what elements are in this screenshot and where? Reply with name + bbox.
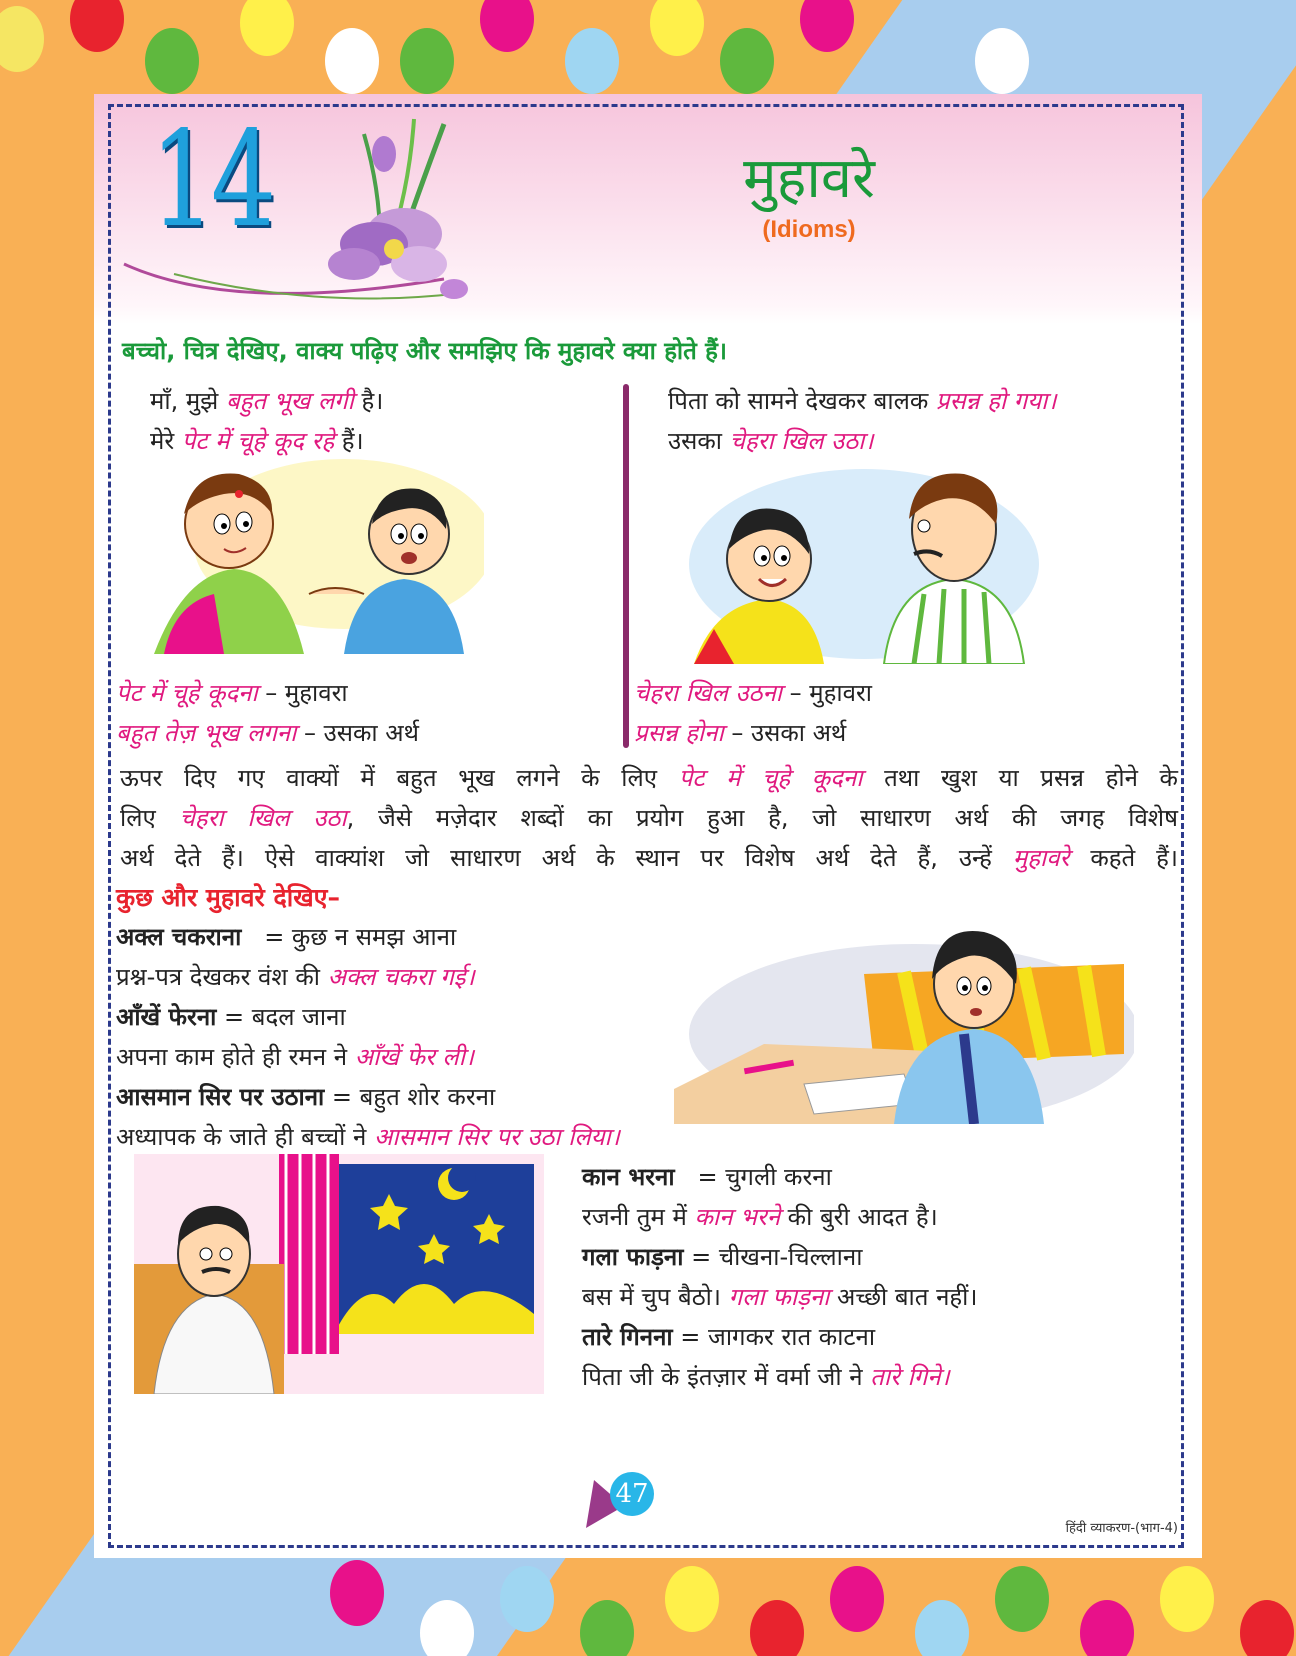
idiom-2-example: अपना काम होते ही रमन ने आँखें फेर ली। [116,1043,475,1071]
idiom-5-definition: गला फाड़ना = चीखना-चिल्लाना [582,1243,863,1271]
instruction-text: बच्चो, चित्र देखिए, वाक्य पढ़िए और समझिए कि मुहावरे क्या होते हैं। [122,337,728,365]
mother-son-illustration [144,454,484,654]
chapter-title: मुहावरे [743,146,875,211]
idiom-1-definition: अक्ल चकराना = कुछ न समझ आना [116,923,457,951]
textbook-page [94,94,1202,1558]
idiom-2-definition: आँखें फेरना = बदल जाना [116,1003,346,1031]
idiom-6-definition: तारे गिनना = जागकर रात काटना [582,1323,876,1351]
decorative-dot [1160,1566,1214,1632]
explanation-line-1: ऊपर दिए गए वाक्यों में बहुत भूख लगने के लिए पेट में चूहे कूदना तथा खुश या प्रसन्न होने के [120,764,1178,792]
decorative-dot [665,1566,719,1632]
explanation-paragraph [120,758,1178,878]
decorative-dot [1080,1600,1134,1656]
decorative-dot [0,6,44,72]
decorative-dot [145,28,199,94]
explanation-line-2: लिए चेहरा खिल उठा, जैसे मज़ेदार शब्दों का प्रयोग हुआ है, जो साधारण अर्थ की जगह विशेष [120,804,1178,832]
decorative-dot [720,28,774,94]
decorative-dot [800,0,854,52]
page-number: 47 [615,1479,649,1509]
decorative-dot [750,1600,804,1656]
decorative-dot [580,1600,634,1656]
decorative-dot [995,1566,1049,1632]
explanation-line-3: अर्थ देते हैं। ऐसे वाक्यांश जो साधारण अर्थ के स्थान पर विशेष अर्थ देते हैं, उन्हें मुहावरे कहते हैं। [120,844,1178,872]
left-meaning: बहुत तेज़ भूख लगना – उसका अर्थ [116,719,419,747]
chapter-number: 14 [150,103,272,257]
decorative-dot [830,1566,884,1632]
right-idiom: चेहरा खिल उठना – मुहावरा [634,679,872,707]
idiom-6-example: पिता जी के इंतज़ार में वर्मा जी ने तारे गिने। [582,1363,950,1391]
idiom-4-example: रजनी तुम में कान भरने की बुरी आदत है। [582,1203,938,1231]
left-sentence-1: माँ, मुझे बहुत भूख लगी है। [150,387,384,415]
decorative-dot [480,0,534,52]
decorative-dot [915,1600,969,1656]
right-sentence-1: पिता को सामने देखकर बालक प्रसन्न हो गया। [668,387,1057,415]
decorative-dot [1240,1600,1294,1656]
decorative-dot [500,1566,554,1632]
decorative-dot [330,1560,384,1626]
decorative-dot [240,0,294,56]
idiom-3-example: अध्यापक के जाते ही बच्चों ने आसमान सिर पर उठा लिया। [116,1123,620,1151]
decorative-dot [565,28,619,94]
idiom-4-definition: कान भरना = चुगली करना [582,1163,832,1191]
decorative-dot [400,28,454,94]
boy-exam-illustration [674,924,1134,1124]
book-footer: हिंदी व्याकरण-(भाग-4) [1065,1521,1178,1536]
right-meaning: प्रसन्न होना – उसका अर्थ [634,719,847,747]
idiom-5-example: बस में चुप बैठो। गला फाड़ना अच्छी बात नहीं। [582,1283,978,1311]
left-sentence-2: मेरे पेट में चूहे कूद रहे हैं। [150,427,364,455]
decorative-dot [70,0,124,52]
decorative-dot [650,0,704,56]
left-idiom: पेट में चूहे कूदना – मुहावरा [116,679,348,707]
decorative-dot [975,28,1029,94]
column-divider [623,384,629,748]
right-sentence-2: उसका चेहरा खिल उठा। [668,427,874,455]
idiom-1-example: प्रश्न-पत्र देखकर वंश की अक्ल चकरा गई। [116,963,475,991]
more-idioms-heading: कुछ और मुहावरे देखिए– [116,883,340,912]
man-night-illustration [134,1154,544,1394]
idiom-3-definition: आसमान सिर पर उठाना = बहुत शोर करना [116,1083,496,1111]
flower-decoration [114,114,494,324]
father-son-illustration [674,464,1044,664]
decorative-dot [325,28,379,94]
chapter-subtitle: (Idioms) [762,216,856,243]
